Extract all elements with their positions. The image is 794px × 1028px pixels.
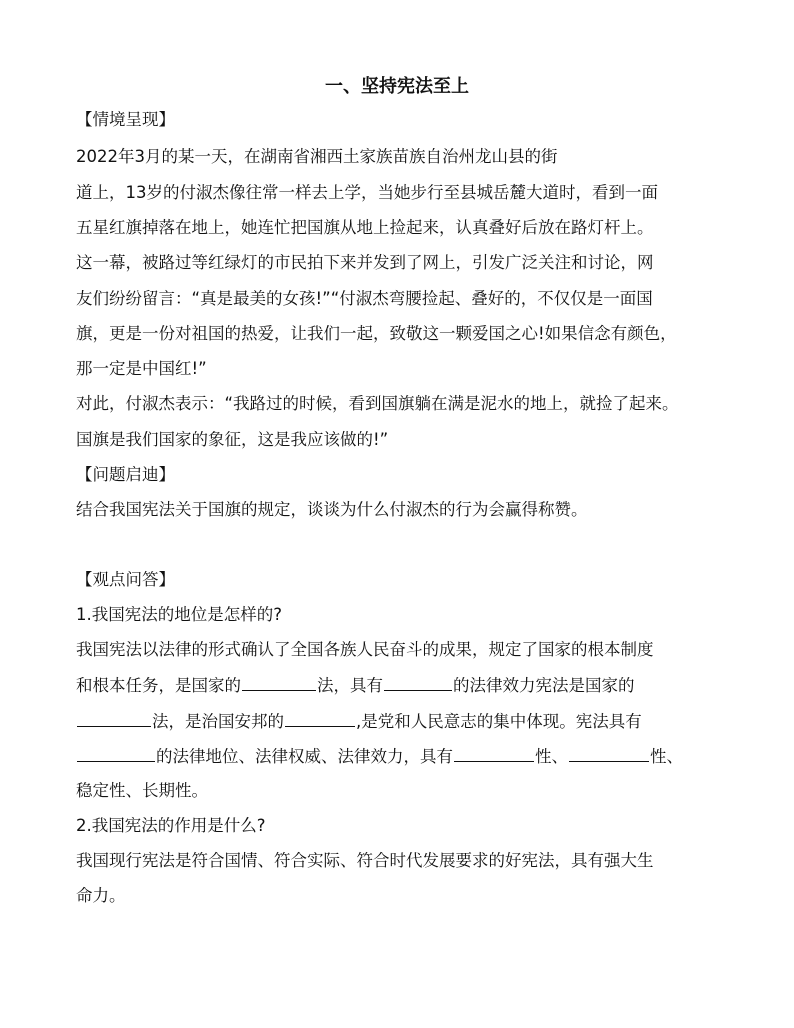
scenario-line-7: 那一定是中国红!”: [76, 359, 207, 378]
fill-blank-2[interactable]: [384, 673, 452, 691]
question-1: 1.我国宪法的地位是怎样的?: [76, 605, 283, 624]
scenario-line-1: 2022年3月的某一天，在湖南省湘西土家族苗族自治州龙山县的街: [76, 147, 558, 166]
question-2: 2.我国宪法的作用是什么?: [76, 816, 266, 835]
answer-1-line-4: [76, 744, 736, 769]
scenario-line-5: 友们纷纷留言：“真是最美的女孩!”“付淑杰弯腰捡起、叠好的，不仅仅是一面国: [76, 289, 653, 308]
answer-1-line-5: 稳定性、长期性。: [76, 781, 208, 800]
scenario-line-4: 这一幕，被路过等红绿灯的市民拍下来并发到了网上，引发广泛关注和讨论，网: [76, 253, 654, 272]
answer-1-line-1: 我国宪法以法律的形式确认了全国各族人民奋斗的成果，规定了国家的根本制度: [76, 640, 654, 659]
answer-1-text: ,是党和人民意志的集中体现。宪法具有: [356, 712, 642, 731]
answer-2-line-1: 我国现行宪法是符合国情、符合实际、符合时代发展要求的好宪法，具有强大生: [76, 851, 654, 870]
section-heading-viewpoint: 【观点问答】: [76, 570, 175, 589]
fill-blank-4[interactable]: [285, 709, 355, 727]
section-heading-scenario: 【情境呈现】: [76, 110, 175, 129]
fill-blank-7[interactable]: [569, 744, 649, 762]
answer-1-line-3: [76, 709, 736, 734]
page-title: 一、坚持宪法至上: [325, 76, 469, 97]
scenario-line-2: 道上，13岁的付淑杰像往常一样去上学，当她步行至县城岳麓大道时，看到一面: [76, 183, 658, 202]
answer-1-text: 法，具有: [317, 676, 383, 695]
fill-blank-3[interactable]: [77, 709, 151, 727]
fill-blank-1[interactable]: [242, 673, 316, 691]
scenario-line-6: 旗，更是一份对祖国的热爱，让我们一起，致敬这一颗爱国之心!如果信念有颜色，: [76, 324, 677, 343]
answer-1-text: 法，是治国安邦的: [152, 712, 284, 731]
fill-blank-5[interactable]: [77, 744, 155, 762]
answer-1-text: 的法律效力宪法是国家的: [453, 676, 635, 695]
answer-2-line-2: 命力。: [76, 886, 126, 905]
section-heading-question: 【问题启迪】: [76, 465, 175, 484]
answer-1-text: 性、: [650, 747, 683, 766]
response-line-1: 对此，付淑杰表示：“我路过的时候，看到国旗躺在满是泥水的地上，就捡了起来。: [76, 394, 679, 413]
answer-1-text: 和根本任务，是国家的: [76, 676, 241, 695]
question-text: 结合我国宪法关于国旗的规定，谈谈为什么付淑杰的行为会赢得称赞。: [76, 500, 588, 519]
answer-1-text: 的法律地位、法律权威、法律效力，具有: [156, 747, 453, 766]
answer-1-text: 性、: [535, 747, 568, 766]
answer-1-line-2: [76, 673, 736, 698]
fill-blank-6[interactable]: [454, 744, 534, 762]
scenario-line-3: 五星红旗掉落在地上，她连忙把国旗从地上捡起来，认真叠好后放在路灯杆上。: [76, 218, 654, 237]
response-line-2: 国旗是我们国家的象征，这是我应该做的!”: [76, 430, 389, 449]
